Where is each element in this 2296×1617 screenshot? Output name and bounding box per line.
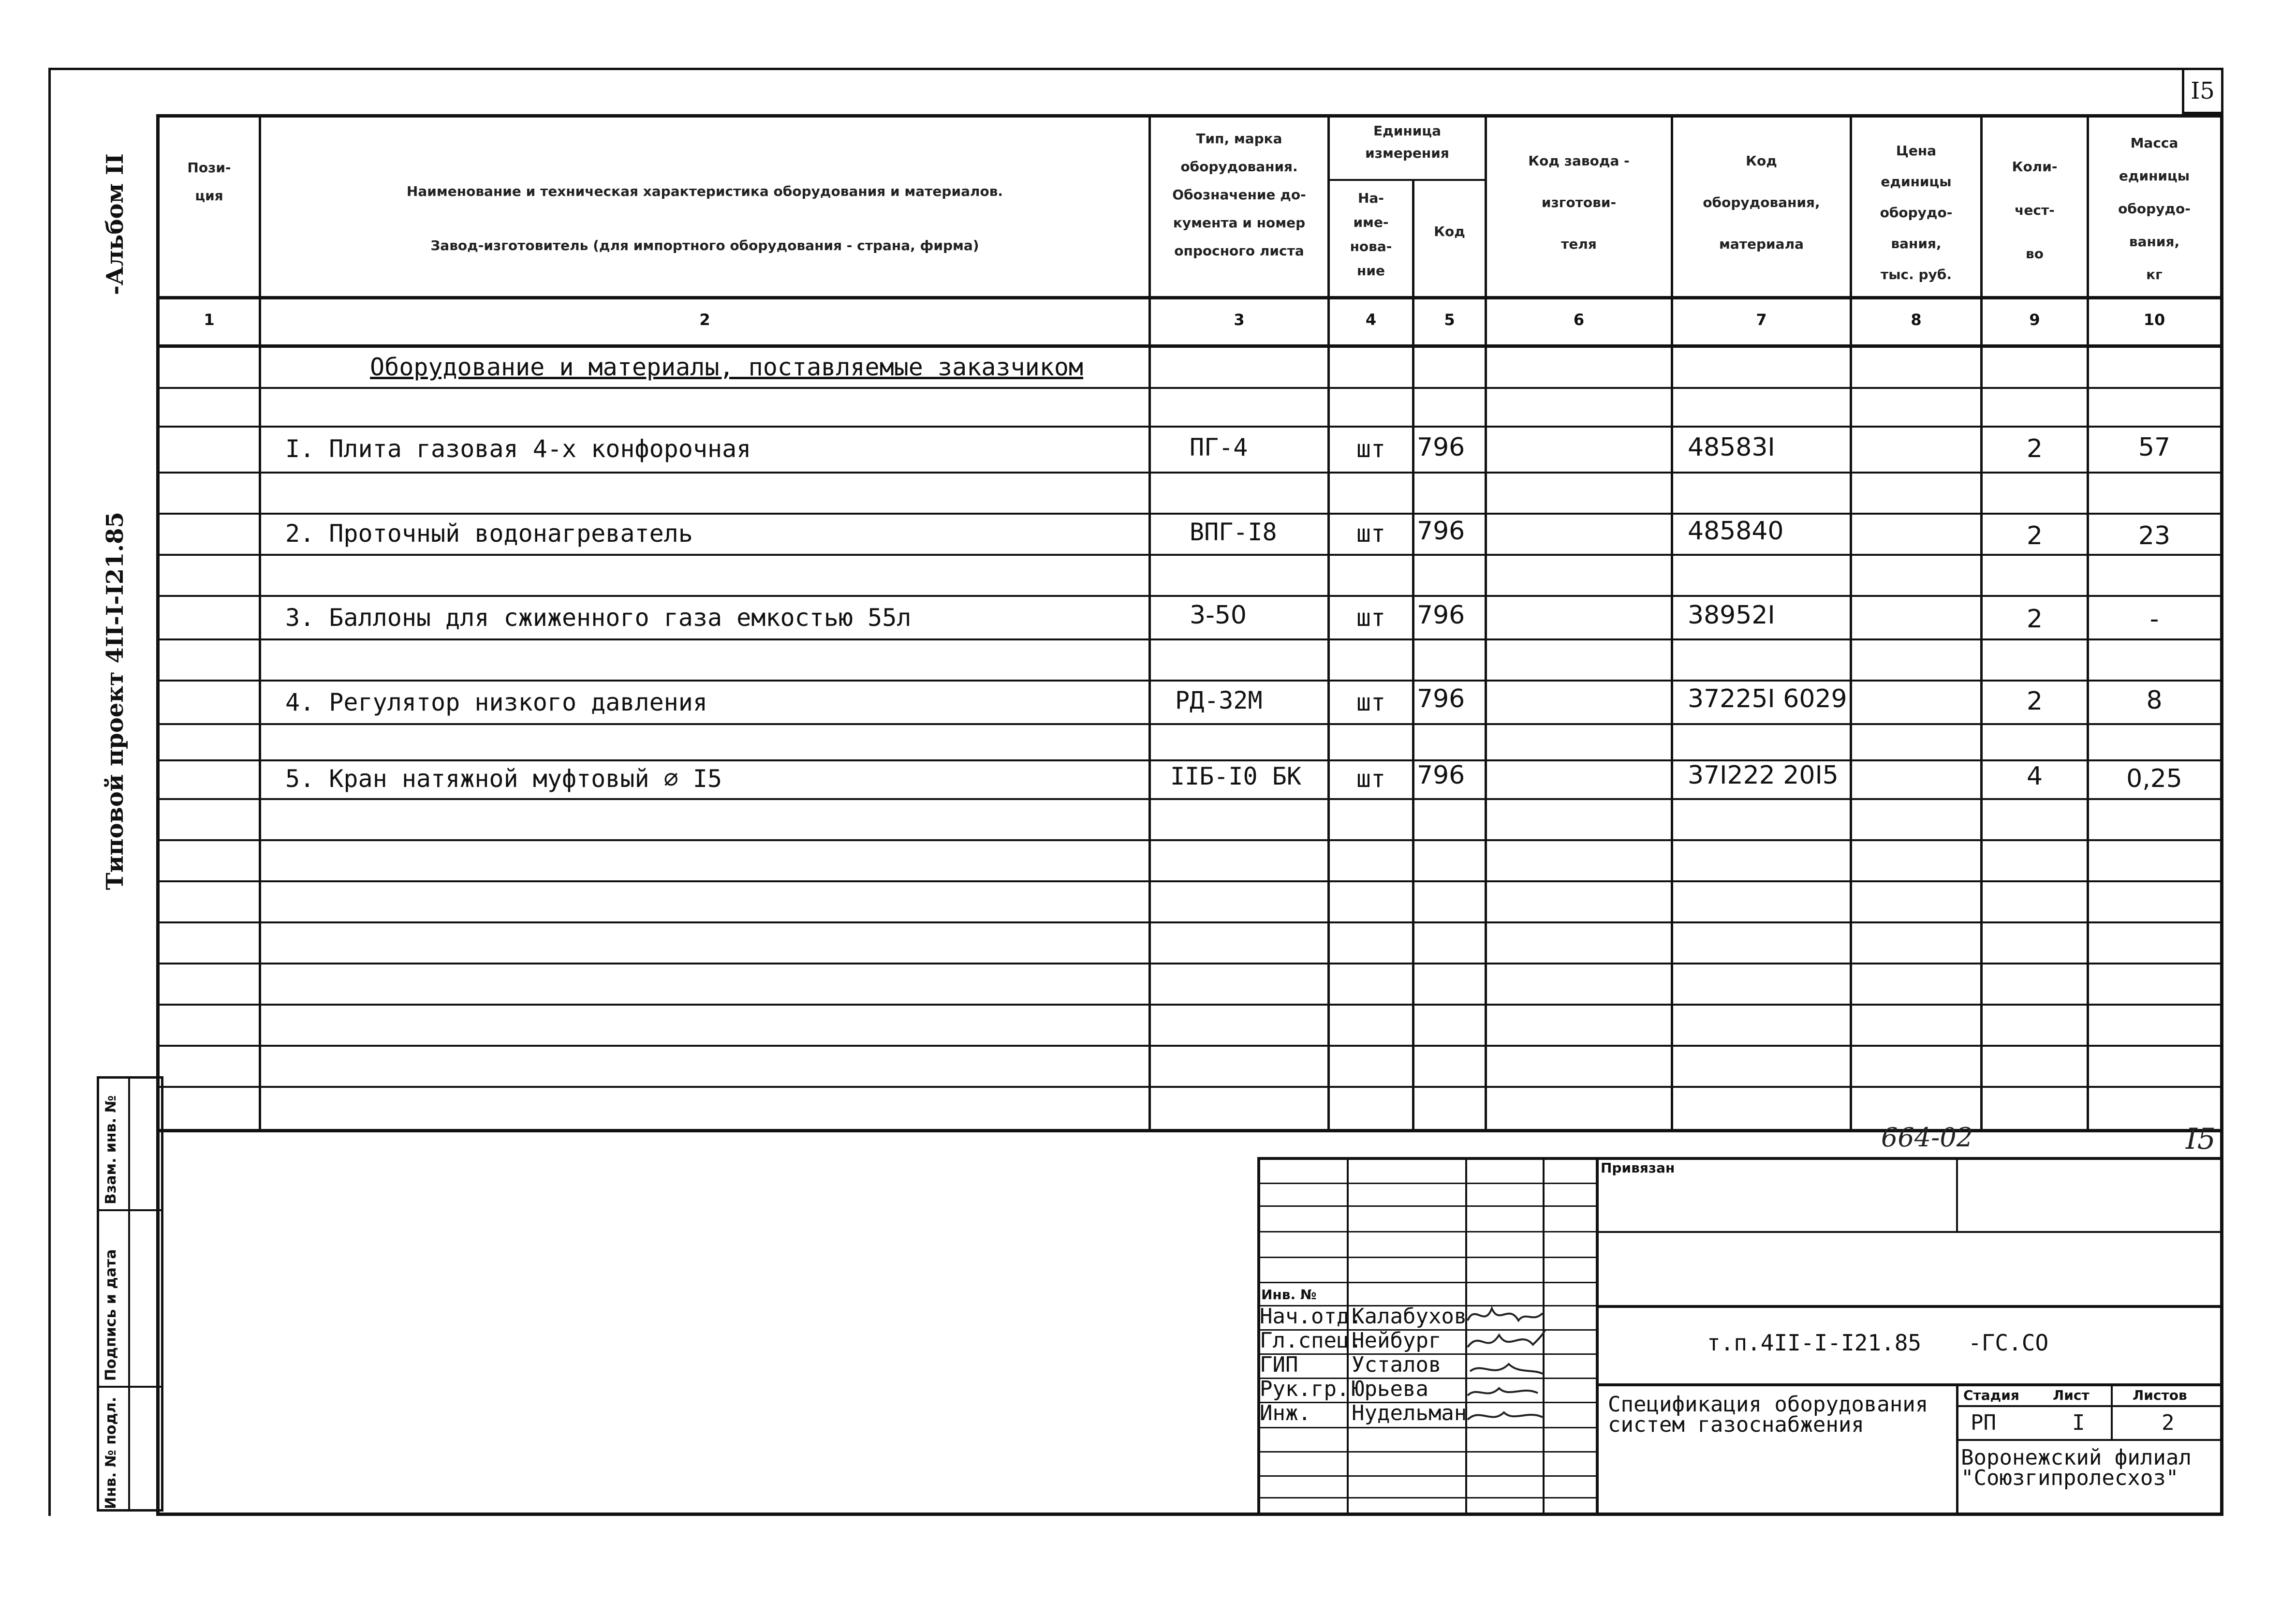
column-number-10: 10 [2143,311,2165,329]
table-rule [156,1086,2223,1088]
table-rule [156,921,2223,923]
inventory-number-label: Инв. № [1261,1287,1317,1303]
table-rule [156,759,2223,761]
signer-name-2: Нейбург [1352,1328,1442,1353]
row-name: I. Плита газовая 4-х конфорочная [285,435,751,463]
signer-name-4: Юрьева [1352,1377,1428,1401]
header-factory-code: Код завода - изготови- теля [1528,153,1630,252]
header-position: Пози- ция [187,160,231,204]
row-type: 3-50 [1190,601,1247,630]
table-rule [156,595,2223,597]
stamp-sheet: I5 [2186,1122,2216,1156]
column-number-2: 2 [699,311,710,329]
table-rule [156,723,2223,725]
side-stamp-inv-label: Инв. № подл. [103,1396,119,1509]
signer-role-4: Рук.гр. [1260,1377,1350,1401]
signature-rule [1257,1205,1596,1207]
header-unit: Единица измерения [1365,123,1449,161]
signer-name-1: Калабухов [1352,1304,1467,1329]
row-mass: 8 [2146,686,2163,715]
row-mass: 0,25 [2126,764,2182,793]
sheet-corner-number: I5 [2182,68,2223,114]
signature-rule [1257,1282,1596,1283]
row-unit: шт [1356,765,1386,793]
header-quantity: Коли- чест- во [2012,159,2058,262]
table-rule [156,839,2223,841]
column-number-7: 7 [1756,311,1767,329]
table-rule [156,426,2223,428]
row-equipment-code: 38952I [1688,601,1775,630]
column-number-9: 9 [2029,311,2040,329]
row-name: 4. Регулятор низкого давления [285,688,707,716]
header-price: Цена единицы оборудо- вания, тыс. руб. [1880,143,1953,282]
signature-scribbles [1465,1301,1547,1432]
row-unit-code: 796 [1417,761,1465,790]
row-unit: шт [1356,688,1386,716]
row-unit-code: 796 [1417,517,1465,546]
row-quantity: 2 [2026,521,2043,550]
signature-rule [1257,1257,1596,1258]
row-unit-code: 796 [1417,601,1465,630]
signer-name-3: Усталов [1352,1352,1442,1377]
row-equipment-code: 485840 [1688,517,1784,546]
signer-name-5: Нудельман [1352,1401,1467,1425]
row-unit-code: 796 [1417,433,1465,462]
header-equipment-code: Код оборудования, материала [1703,153,1820,252]
table-rule [156,638,2223,640]
side-stamp-sign-label: Подпись и дата [103,1249,119,1381]
section-title: Оборудование и материалы, поставляемые заказчиком [370,353,1084,381]
row-name: 3. Баллоны для сжиженного газа емкостью 55л [285,604,912,632]
header-name: Наименование и техническая характеристика оборудования и материалов. Завод-изготовитель (для импортного оборудования - страна, фирма) [406,183,1003,253]
row-equipment-code: 37225I 6029 [1688,684,1847,713]
table-rule [156,387,2223,389]
column-number-4: 4 [1365,311,1377,329]
row-quantity: 2 [2026,434,2043,463]
signer-role-5: Инж. [1260,1401,1311,1425]
signature-rule [1257,1231,1596,1232]
stamp-number: 664-02 [1881,1122,1973,1153]
row-unit-code: 796 [1417,684,1465,713]
sheets-value: 2 [2162,1410,2175,1435]
sheets-label: Листов [2133,1387,2187,1403]
organization-line-1: Воронежский филиал [1961,1445,2192,1470]
table-rule [156,554,2223,556]
side-stamp-replace-label: Взам. инв. № [103,1095,119,1204]
header-unit-name: На- име- нова- ние [1350,190,1392,279]
table-rule [156,513,2223,515]
row-quantity: 4 [2026,762,2043,791]
signature-rule [1257,1497,1596,1498]
column-number-8: 8 [1911,311,1922,329]
stage-value: РП [1971,1410,1996,1435]
side-label-project: Типовой проект 4II-I-I21.85 [102,512,129,890]
designation-suffix: -ГС.СО [1968,1330,2049,1356]
signature-rule [1257,1475,1596,1477]
row-type: ПГ-4 [1190,433,1248,461]
row-quantity: 2 [2026,687,2043,716]
row-type: IIБ-I0 БК [1170,762,1301,790]
signature-rule [1257,1451,1596,1453]
row-mass: 57 [2138,433,2171,462]
table-rule [156,963,2223,964]
stage-label: Стадия [1963,1387,2019,1403]
column-number-5: 5 [1444,311,1455,329]
row-mass: - [2149,605,2159,634]
signer-role-1: Нач.отд. [1260,1304,1362,1329]
row-unit: шт [1356,604,1386,632]
header-type: Тип, марка оборудования. Обозначение до- кумента и номер опросного листа [1172,131,1306,259]
sheet-value: I [2072,1410,2085,1435]
side-label-album: -Альбом II [102,153,129,295]
row-name: 5. Кран натяжной муфтовый ∅ I5 [285,765,722,793]
signer-role-2: Гл.спец. [1260,1328,1362,1353]
document-title-line-2: систем газоснабжения [1608,1412,1864,1437]
table-rule [156,472,2223,474]
row-unit: шт [1356,435,1386,463]
row-type: ВПГ-I8 [1190,518,1277,546]
row-mass: 23 [2138,521,2171,550]
signer-role-3: ГИП [1260,1352,1298,1377]
header-mass: Масса единицы оборудо- вания, кг [2118,135,2191,282]
document-title-line-1: Спецификация оборудования [1608,1392,1928,1417]
row-unit: шт [1356,519,1386,548]
row-type: РД-32М [1175,686,1263,714]
table-rule [156,880,2223,882]
row-name: 2. Проточный водонагреватель [285,519,693,548]
designation: т.п.4II-I-I21.85 [1707,1330,1922,1356]
privyazan-label: Привязан [1601,1160,1675,1176]
header-unit-code: Код [1434,223,1465,239]
column-number-1: 1 [204,311,215,329]
table-rule [156,798,2223,800]
column-number-3: 3 [1234,311,1245,329]
row-equipment-code: 37I222 20I5 [1688,761,1839,790]
table-rule [156,1004,2223,1006]
row-quantity: 2 [2026,605,2043,634]
sheet-label: Лист [2053,1387,2090,1403]
column-number-6: 6 [1573,311,1585,329]
signature-rule [1257,1183,1596,1184]
row-equipment-code: 48583I [1688,433,1775,462]
table-rule [156,680,2223,682]
table-rule [156,1045,2223,1047]
organization-line-2: "Союзгипролесхоз" [1961,1466,2179,1490]
